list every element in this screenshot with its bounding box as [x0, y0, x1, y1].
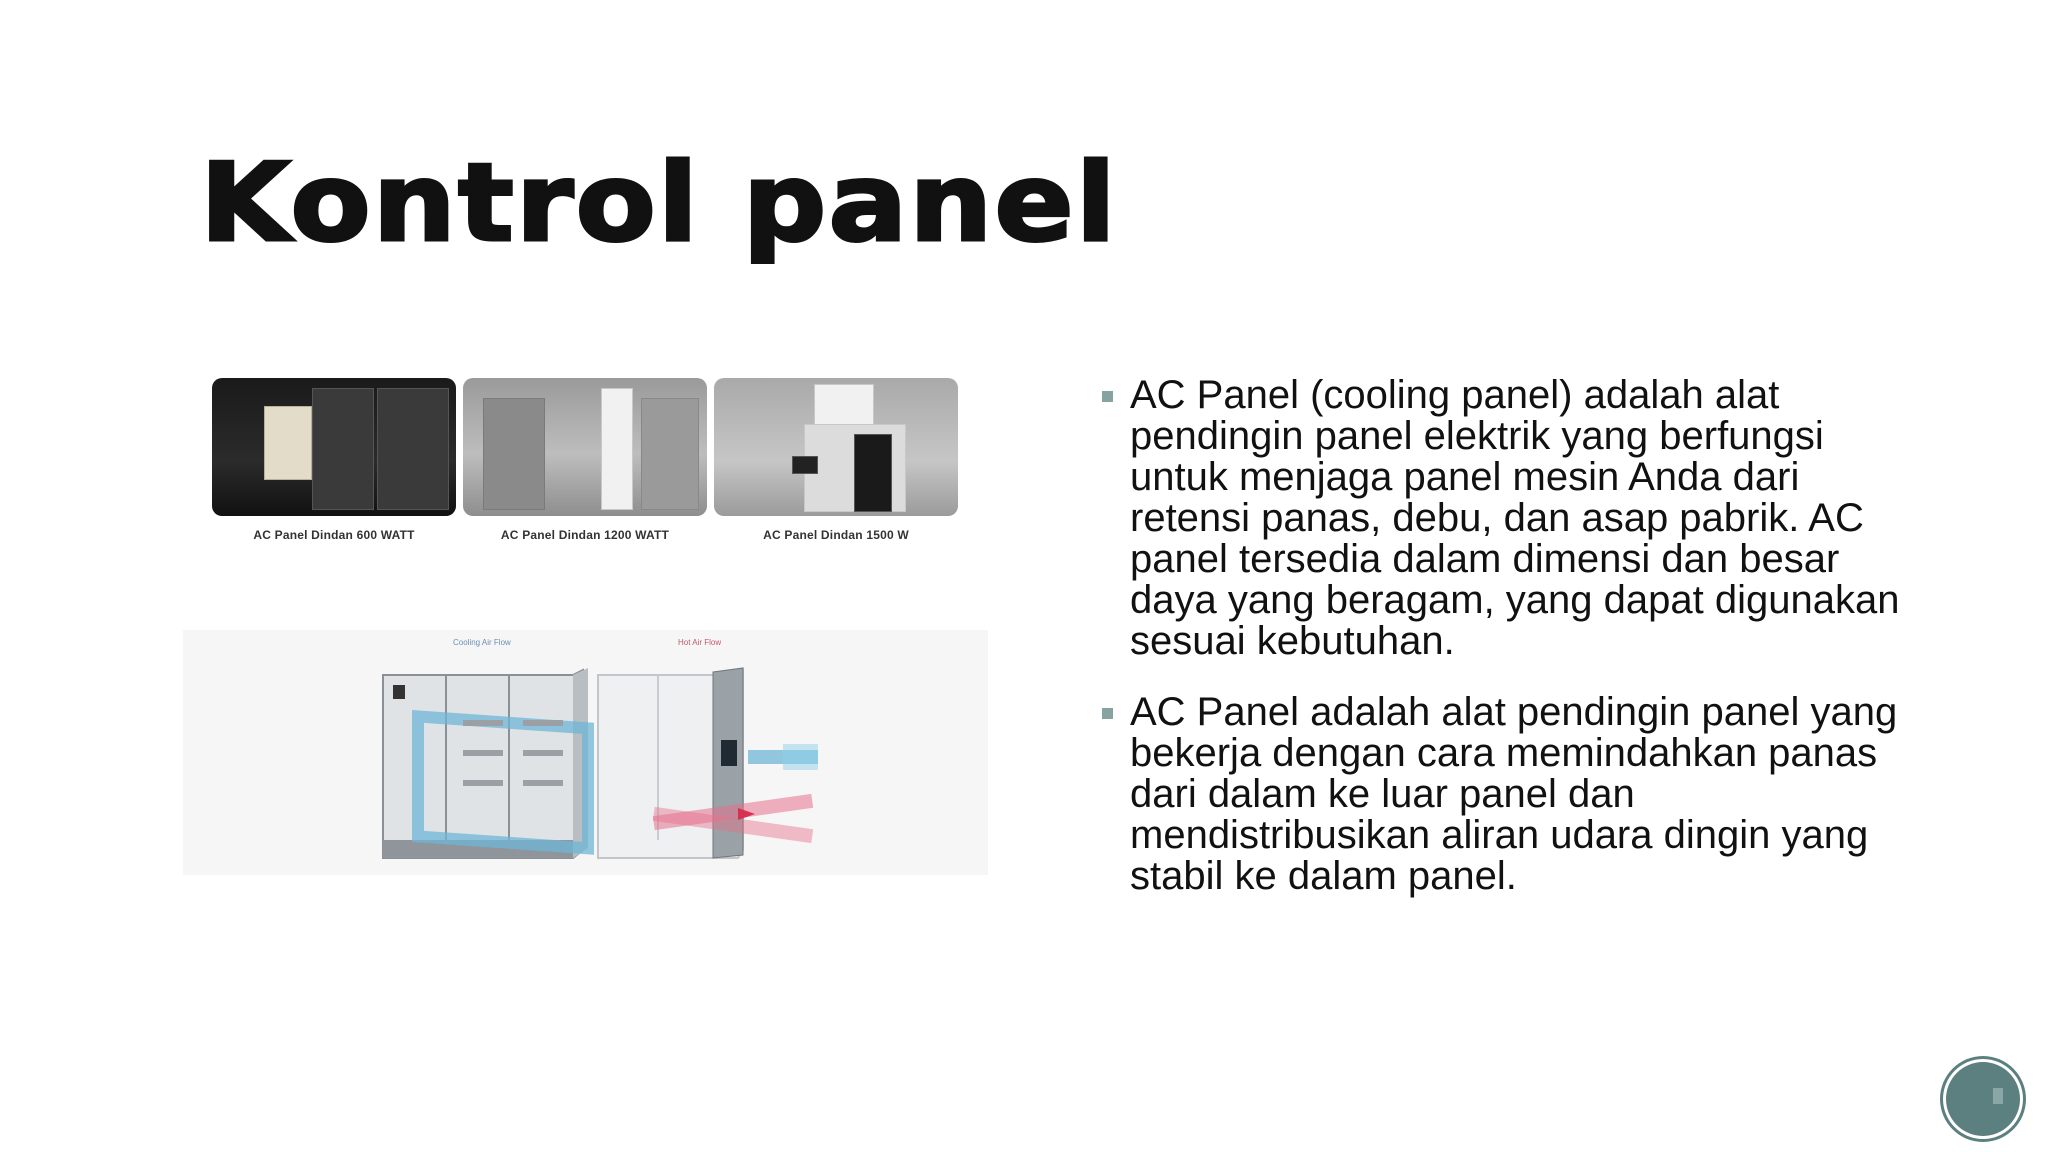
bullet-text: AC Panel (cooling panel) adalah alat pendingin panel elektrik yang berfungsi untuk menjaga panel mesin Anda dari retensi panas, debu, dan asap pabrik. AC panel tersedia dalam dimensi dan besar daya yang beragam, yang dapat digunakan sesuai kebutuhan. — [1130, 373, 1900, 663]
slide-corner-badge-icon — [1946, 1062, 2020, 1136]
photo-card-1200w — [463, 378, 707, 553]
product-image-600w — [212, 378, 456, 516]
product-image-1500w — [714, 378, 958, 516]
bullet-text: AC Panel adalah alat pendingin panel yang bekerja dengan cara memindahkan panas dari dalam ke luar panel dan mendistribusikan aliran udara dingin yang stabil ke dalam panel. — [1130, 690, 1898, 898]
photo-caption: AC Panel Dindan 1200 WATT — [500, 528, 670, 542]
hot-airflow-label: Hot Air Flow — [678, 638, 722, 647]
product-image-1200w — [463, 378, 707, 516]
cooling-airflow-label: Cooling Air Flow — [453, 638, 511, 647]
bullet-item — [1100, 692, 1930, 897]
photo-caption: AC Panel Dindan 1500 W — [763, 528, 909, 542]
airflow-illustration — [183, 630, 988, 875]
bullet-square-icon — [1102, 391, 1113, 402]
bullet-square-icon — [1102, 708, 1113, 719]
slide-title: Kontrol panel — [200, 141, 1118, 266]
photo-card-1500w — [714, 378, 958, 553]
bullet-item — [1100, 375, 1930, 662]
product-photos — [212, 378, 960, 553]
photo-caption: AC Panel Dindan 600 WATT — [253, 528, 415, 542]
photo-card-600w — [212, 378, 456, 553]
airflow-diagram — [183, 630, 988, 875]
bullet-list — [1100, 375, 1930, 927]
